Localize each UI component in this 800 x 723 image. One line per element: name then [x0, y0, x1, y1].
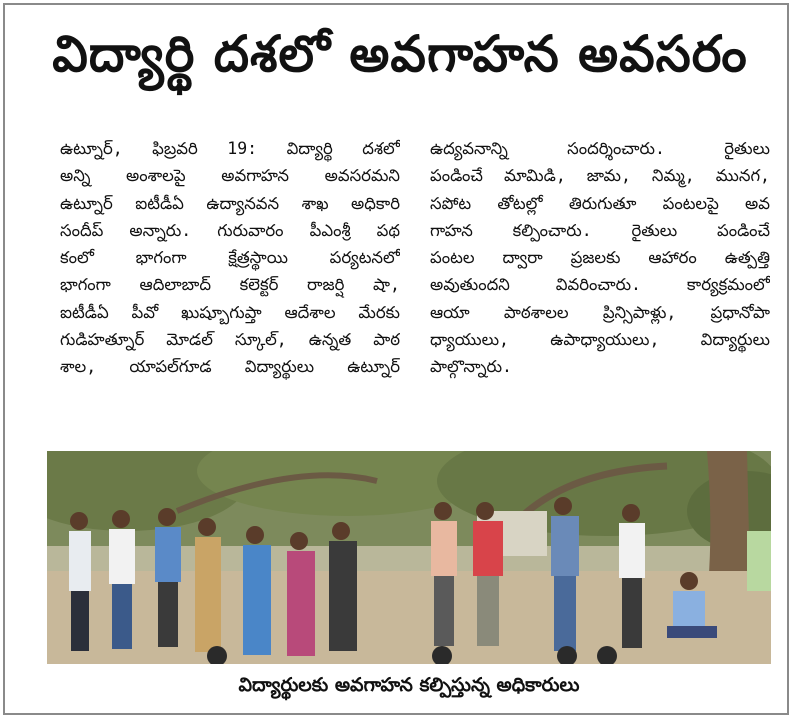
article-line: ధ్యాయులు, ఉపాధ్యాయులు, విద్యార్థులు [430, 330, 770, 350]
person [69, 512, 91, 651]
article-line: ఉద్యవనాన్ని సందర్శించారు. రైతులు [430, 139, 770, 158]
article-column-left [60, 135, 400, 381]
article-column-right [430, 135, 770, 381]
article-line: సపోట తోటల్లో తిరుగుతూ పంటలపై అవ [430, 193, 770, 213]
article-line: అన్ని అంశాలపై అవగాహన అవసరమని [60, 166, 400, 186]
photo-caption: విద్యార్థులకు అవగాహన కల్పిస్తున్న అధికారులు [238, 674, 580, 696]
article-line: కంలో భాగంగా క్షేత్రస్థాయి పర్యటనలో [60, 248, 400, 268]
article-line: పండించే మామిడి, జామ, నిమ్మ, మునగ, [430, 166, 770, 186]
article-line: సందీప్ అన్నారు. గురువారం పీఎంశ్రీ పథ [60, 220, 400, 240]
article-line: పాల్గొన్నారు. [430, 357, 512, 377]
article-line: ఐటీడీఏ పీవో ఖుష్బూగుప్తా ఆదేశాల మేరకు [60, 302, 400, 322]
article-line: శాల, యాపల్‌గూడ విద్యార్థులు ఉట్నూర్ [60, 357, 400, 377]
article-line: ఉట్నూర్, ఫిబ్రవరి 19: విద్యార్థి దశలో [60, 139, 400, 158]
article-line: పంటల ద్వారా ప్రజలకు ఆహారం ఉత్పత్తి [430, 248, 770, 268]
article-line: గాహన కల్పించారు. రైతులు పండించే [430, 220, 770, 240]
article-line: ఉట్నూర్ ఐటీడీఏ ఉద్యానవన శాఖ అధికారి [60, 193, 400, 213]
article-line: ఆయా పాఠశాలల ప్రిన్సిపాళ్లు, ప్రధానోపా [430, 302, 770, 322]
group-photo [47, 451, 771, 664]
headline: విద్యార్థి దశలో అవగాహన అవసరం [52, 25, 748, 83]
article-line: అవుతుందని వివరించారు. కార్యక్రమంలో [430, 275, 770, 295]
article-line: గుడిహత్నూర్ మోడల్ స్కూల్, ఉన్నత పాఠ [60, 330, 400, 350]
article-line: భాగంగా ఆదిలాబాద్ కలెక్టర్ రాజర్షి షా, [60, 275, 400, 295]
